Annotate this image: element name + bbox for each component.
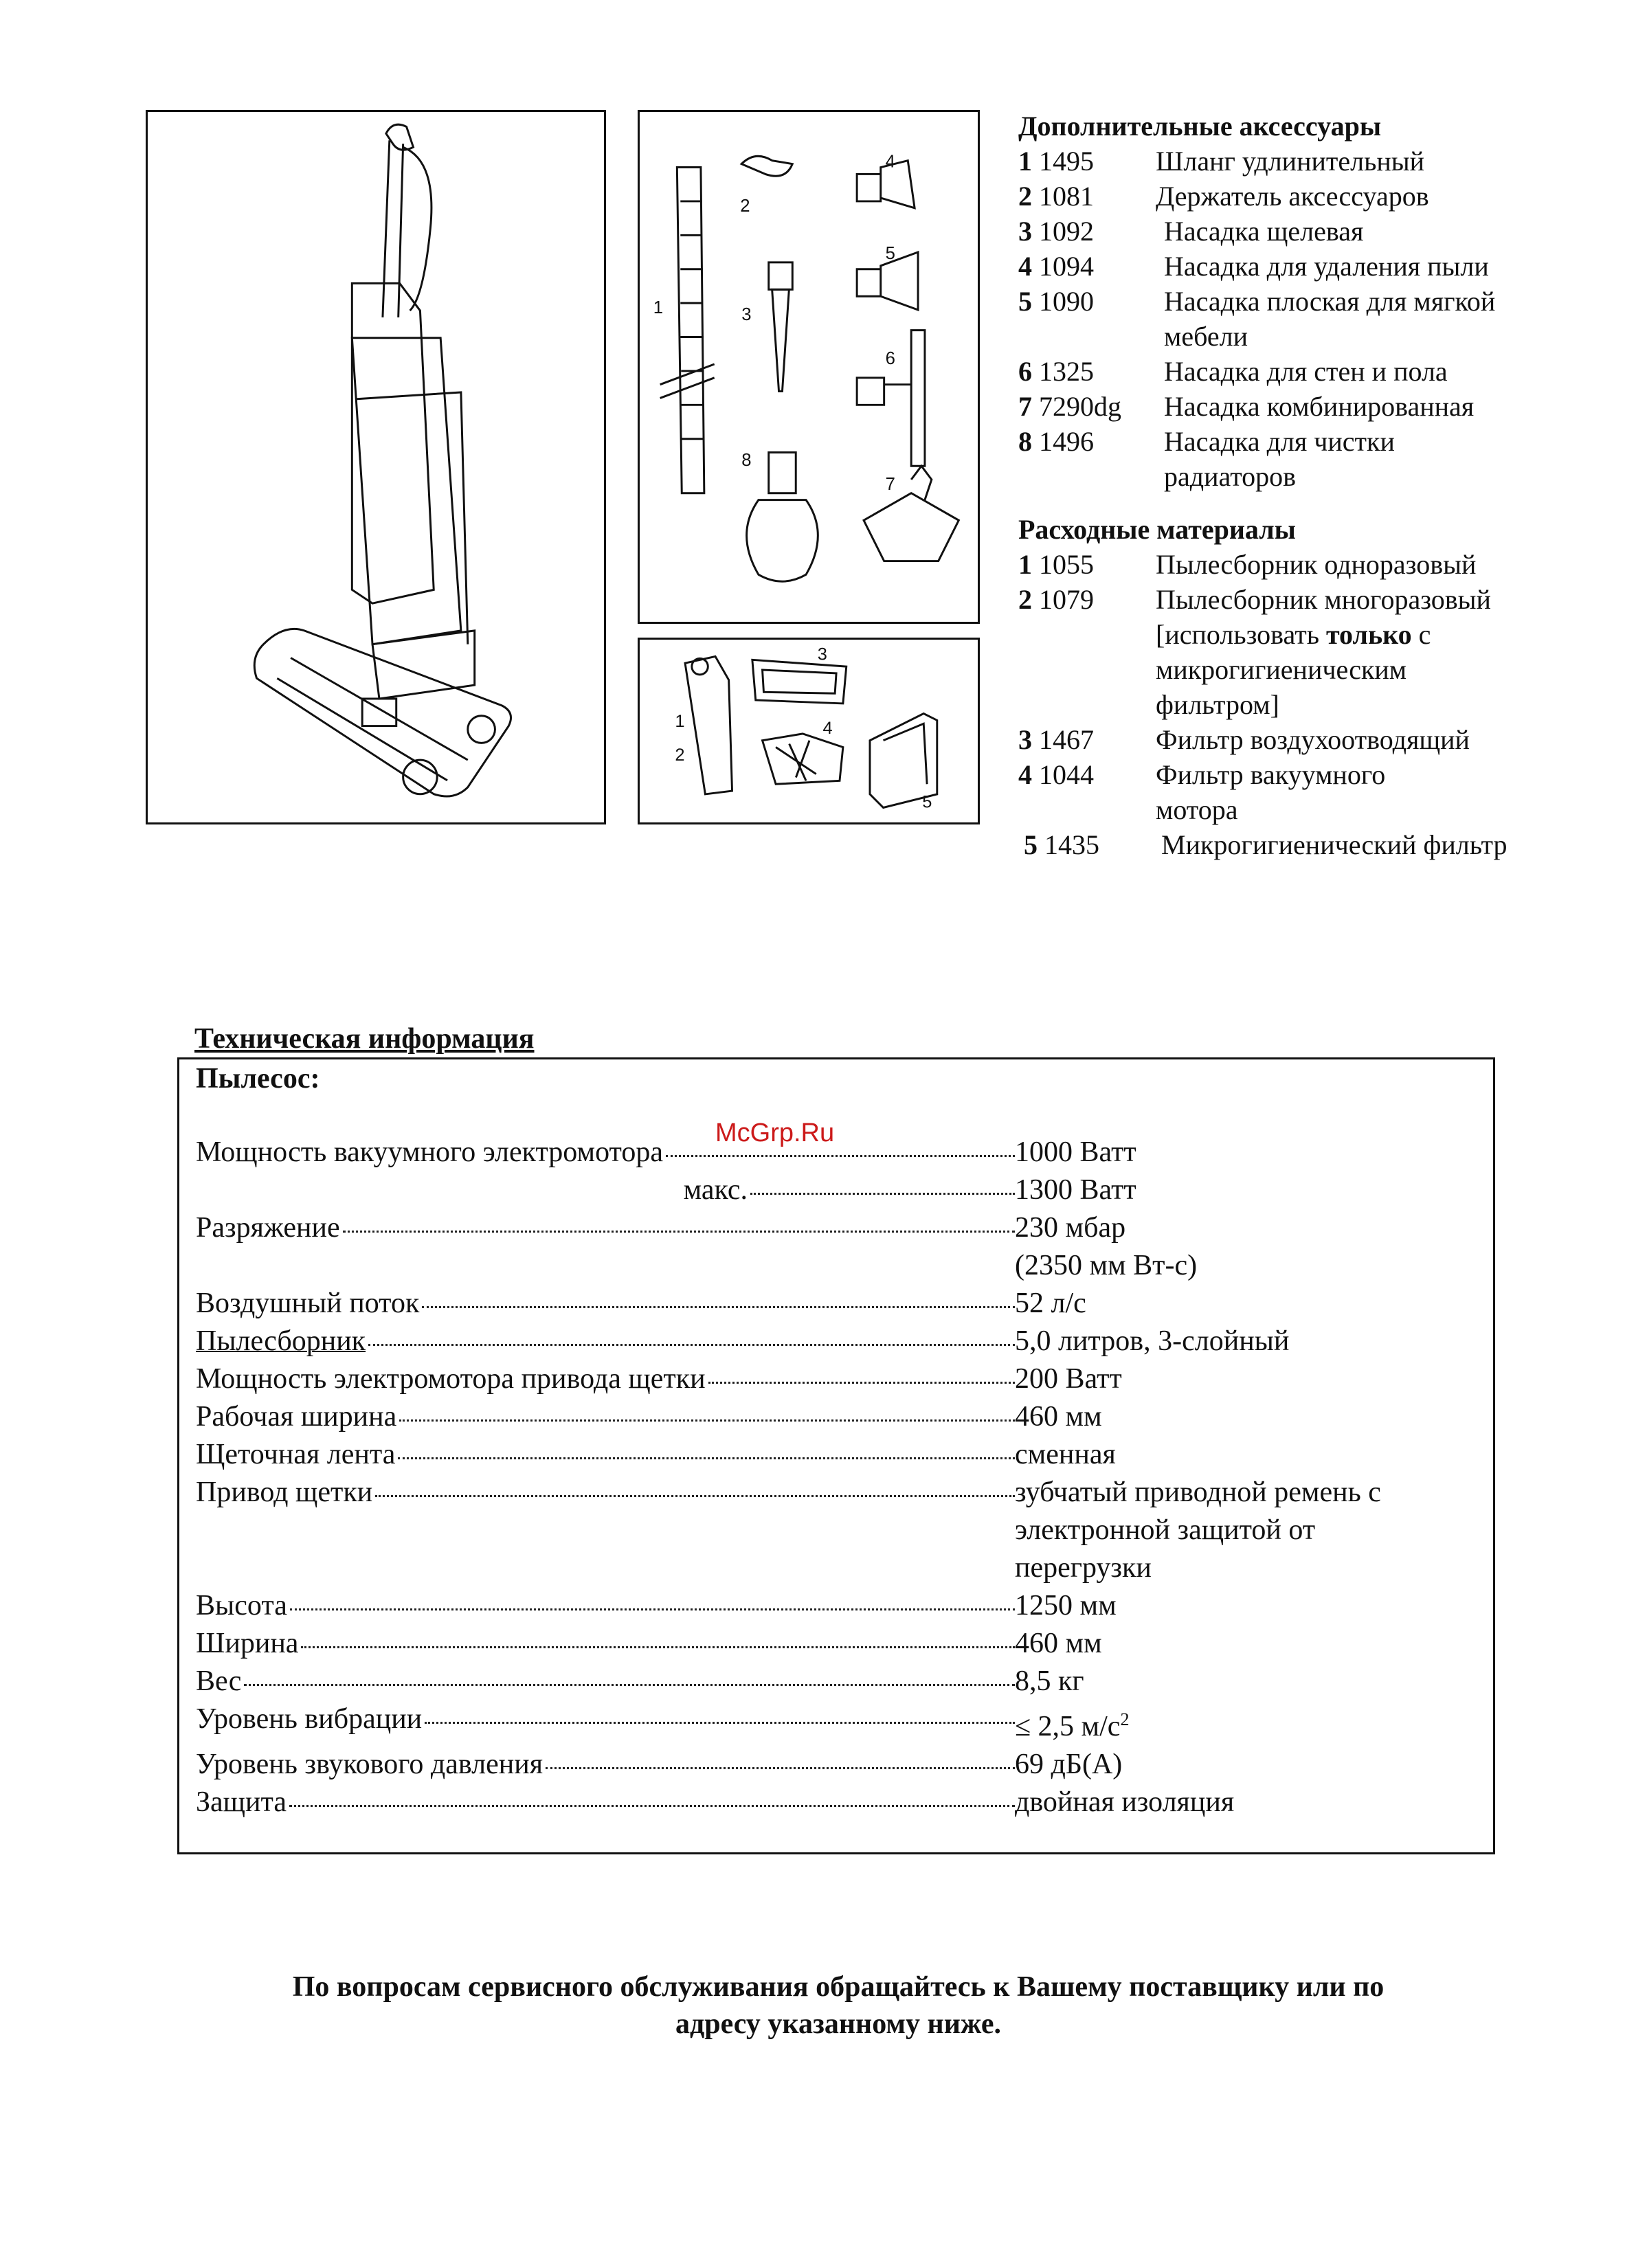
item-description-line: Насадка для чистки <box>1164 426 1395 457</box>
item-description-line: Насадка плоская для мягкой <box>1164 286 1496 317</box>
spec-value: 230 мбар <box>1015 1212 1126 1244</box>
leader-dots <box>750 1193 1015 1195</box>
spec-value: 1300 Ватт <box>1015 1174 1136 1206</box>
leader-dots <box>301 1646 1015 1648</box>
spec-label: Высота <box>196 1590 287 1621</box>
item-code: 1496 <box>1039 426 1094 457</box>
spec-row <box>196 1323 1474 1360</box>
accessory-label-5: 5 <box>885 243 895 263</box>
spec-value: 8,5 кг <box>1015 1665 1084 1697</box>
spec-value: двойная изоляция <box>1015 1786 1235 1818</box>
item-note-open: [использовать <box>1156 619 1326 650</box>
item-description: Пылесборник одноразовый <box>1156 549 1477 580</box>
item-description: Держатель аксессуаров <box>1156 181 1429 212</box>
spec-label: Рабочая ширина <box>196 1401 397 1433</box>
consumable-item <box>1018 582 1623 722</box>
spec-list <box>196 1134 1474 1821</box>
spec-row <box>196 1474 1474 1587</box>
item-number: 3 <box>1018 724 1032 755</box>
consumable-item <box>1018 757 1623 827</box>
accessories-figure <box>638 110 980 624</box>
item-note-line: фильтром] <box>1156 689 1279 720</box>
spec-row <box>196 1587 1474 1625</box>
item-note-bold: только <box>1325 619 1412 650</box>
spec-row <box>196 1663 1474 1700</box>
leader-dots <box>546 1767 1015 1769</box>
spec-label: Вес <box>196 1665 242 1697</box>
item-description-line: мотора <box>1156 794 1238 825</box>
accessory-label-4: 4 <box>885 152 895 172</box>
item-description: Насадка комбинированная <box>1164 391 1475 422</box>
item-code: 1079 <box>1039 584 1094 615</box>
item-description <box>1156 284 1623 354</box>
consumable-label-2: 2 <box>675 745 685 765</box>
consumables-heading: Расходные материалы <box>1018 514 1296 545</box>
spec-row <box>196 1285 1474 1323</box>
leader-dots <box>422 1306 1015 1308</box>
spec-label: Воздушный поток <box>196 1288 420 1319</box>
spec-row <box>196 1134 1474 1171</box>
item-number: 2 <box>1018 181 1032 212</box>
item-description: Фильтр воздухоотводящий <box>1156 724 1470 755</box>
item-description-line: радиаторов <box>1164 461 1297 492</box>
accessory-item <box>1018 214 1623 249</box>
spec-label: Разряжение <box>196 1212 340 1244</box>
item-description-line: мебели <box>1164 321 1248 352</box>
accessory-item <box>1018 354 1623 389</box>
spec-label: Мощность электромотора привода щетки <box>196 1363 706 1395</box>
spec-value: 1250 мм <box>1015 1590 1117 1621</box>
spec-row <box>196 1700 1474 1746</box>
leader-dots <box>290 1608 1015 1610</box>
spec-value: 52 л/с <box>1015 1288 1086 1319</box>
item-number: 3 <box>1018 216 1032 247</box>
spec-value-text: ≤ 2,5 м/с <box>1015 1711 1121 1742</box>
watermark: McGrp.Ru <box>715 1119 835 1147</box>
accessory-label-7: 7 <box>885 474 895 494</box>
spec-value: 1000 Ватт <box>1015 1136 1136 1168</box>
leader-dots <box>425 1722 1015 1724</box>
accessory-item <box>1018 389 1623 424</box>
spec-row <box>196 1625 1474 1663</box>
spec-value: 200 Ватт <box>1015 1363 1122 1395</box>
leader-dots <box>666 1155 1015 1157</box>
item-code: 1092 <box>1039 216 1094 247</box>
spec-label: Мощность вакуумного электромотора <box>196 1136 663 1168</box>
consumable-label-3: 3 <box>817 644 827 664</box>
item-code: 1044 <box>1039 759 1094 790</box>
item-note-close: с <box>1411 619 1431 650</box>
consumable-item <box>1018 722 1623 757</box>
consumable-item <box>1018 547 1623 582</box>
item-number: 1 <box>1018 146 1032 177</box>
vacuum-cleaner-figure <box>146 110 606 824</box>
spec-label: Уровень звукового давления <box>196 1749 544 1780</box>
spec-label: Щеточная лента <box>196 1439 396 1470</box>
consumables-illustration <box>640 640 978 822</box>
leader-dots <box>708 1382 1015 1384</box>
accessory-item <box>1018 424 1623 494</box>
item-description: Микрогигиенический фильтр <box>1161 829 1508 860</box>
item-description-line: Фильтр вакуумного <box>1156 759 1386 790</box>
spec-value-superscript: 2 <box>1120 1709 1130 1729</box>
item-note-line: микрогигиеническим <box>1156 654 1407 685</box>
consumable-label-1: 1 <box>675 712 685 732</box>
spec-row <box>196 1398 1474 1436</box>
service-note-line: адресу указанному ниже. <box>675 2008 1001 2040</box>
parts-lists <box>1018 109 1623 862</box>
accessory-label-1: 1 <box>653 297 664 317</box>
spec-value: 5,0 литров, 3-слойный <box>1015 1325 1290 1357</box>
leader-dots <box>375 1495 1015 1497</box>
item-code: 1325 <box>1039 356 1094 387</box>
item-code: 1467 <box>1039 724 1094 755</box>
item-description <box>1156 424 1623 494</box>
tech-info-subtitle: Пылесос: <box>196 1063 320 1094</box>
tech-info-title: Техническая информация <box>194 1023 535 1055</box>
spec-value: 460 мм <box>1015 1628 1102 1659</box>
leader-dots <box>368 1344 1015 1346</box>
spec-value: перегрузки <box>1015 1552 1152 1584</box>
accessory-item <box>1018 179 1623 214</box>
item-code: 1435 <box>1044 829 1099 860</box>
item-description-line: Пылесборник многоразовый <box>1156 584 1491 615</box>
spec-row <box>196 1209 1474 1285</box>
spec-value: зубчатый приводной ремень с <box>1015 1477 1381 1508</box>
consumable-label-5: 5 <box>922 792 932 812</box>
consumable-item <box>1018 827 1623 862</box>
spec-row <box>196 1171 1474 1209</box>
item-number: 6 <box>1018 356 1032 387</box>
accessories-illustration <box>640 112 978 622</box>
vacuum-cleaner-illustration <box>148 112 604 822</box>
spec-row <box>196 1784 1474 1821</box>
item-number: 5 <box>1018 286 1032 317</box>
item-number: 1 <box>1018 549 1032 580</box>
item-number: 4 <box>1018 251 1032 282</box>
item-number: 7 <box>1018 391 1032 422</box>
accessories-heading: Дополнительные аксессуары <box>1018 111 1382 142</box>
item-number: 5 <box>1024 829 1038 860</box>
spec-label: Привод щетки <box>196 1477 373 1508</box>
spec-label: Ширина <box>196 1628 299 1659</box>
item-number: 8 <box>1018 426 1032 457</box>
leader-dots <box>398 1457 1015 1459</box>
spec-label: Пылесборник <box>196 1325 366 1357</box>
spec-value: электронной защитой от <box>1015 1514 1316 1546</box>
spec-value: (2350 мм Вт-с) <box>1015 1250 1198 1281</box>
item-description: Насадка щелевая <box>1164 216 1364 247</box>
spec-label: макс. <box>683 1174 748 1206</box>
spec-row <box>196 1436 1474 1474</box>
item-description: Насадка для стен и пола <box>1164 356 1448 387</box>
item-code: 1495 <box>1039 146 1094 177</box>
accessory-label-3: 3 <box>741 304 752 324</box>
accessory-item <box>1018 144 1623 179</box>
accessory-label-8: 8 <box>741 451 752 471</box>
item-code: 1090 <box>1039 286 1094 317</box>
leader-dots <box>343 1231 1015 1233</box>
item-description <box>1156 582 1623 722</box>
spec-row <box>196 1746 1474 1784</box>
consumable-label-4: 4 <box>822 718 833 738</box>
service-note-line: По вопросам сервисного обслуживания обращайтесь к Вашему поставщику или по <box>292 1971 1385 2003</box>
spec-value: 460 мм <box>1015 1401 1102 1433</box>
item-code: 1094 <box>1039 251 1094 282</box>
spec-label: Защита <box>196 1786 287 1818</box>
accessory-item <box>1018 284 1623 354</box>
service-note <box>172 1968 1505 2043</box>
leader-dots <box>289 1805 1015 1807</box>
spec-value: сменная <box>1015 1439 1116 1470</box>
leader-dots <box>399 1419 1015 1422</box>
item-description: Насадка для удаления пыли <box>1164 251 1489 282</box>
tech-info-box <box>177 1057 1495 1854</box>
accessory-item <box>1018 249 1623 284</box>
item-description <box>1156 757 1623 827</box>
leader-dots <box>244 1684 1015 1686</box>
item-number: 2 <box>1018 584 1032 615</box>
spec-row <box>196 1360 1474 1398</box>
item-number: 4 <box>1018 759 1032 790</box>
consumables-figure <box>638 638 980 824</box>
spec-value: 69 дБ(А) <box>1015 1749 1123 1780</box>
spec-value <box>1015 1700 1474 1746</box>
item-code: 7290dg <box>1039 391 1121 422</box>
item-description: Шланг удлинительный <box>1156 146 1425 177</box>
spec-label: Уровень вибрации <box>196 1703 423 1735</box>
item-code: 1055 <box>1039 549 1094 580</box>
item-code: 1081 <box>1039 181 1094 212</box>
accessory-label-2: 2 <box>740 196 750 216</box>
accessory-label-6: 6 <box>885 349 895 369</box>
